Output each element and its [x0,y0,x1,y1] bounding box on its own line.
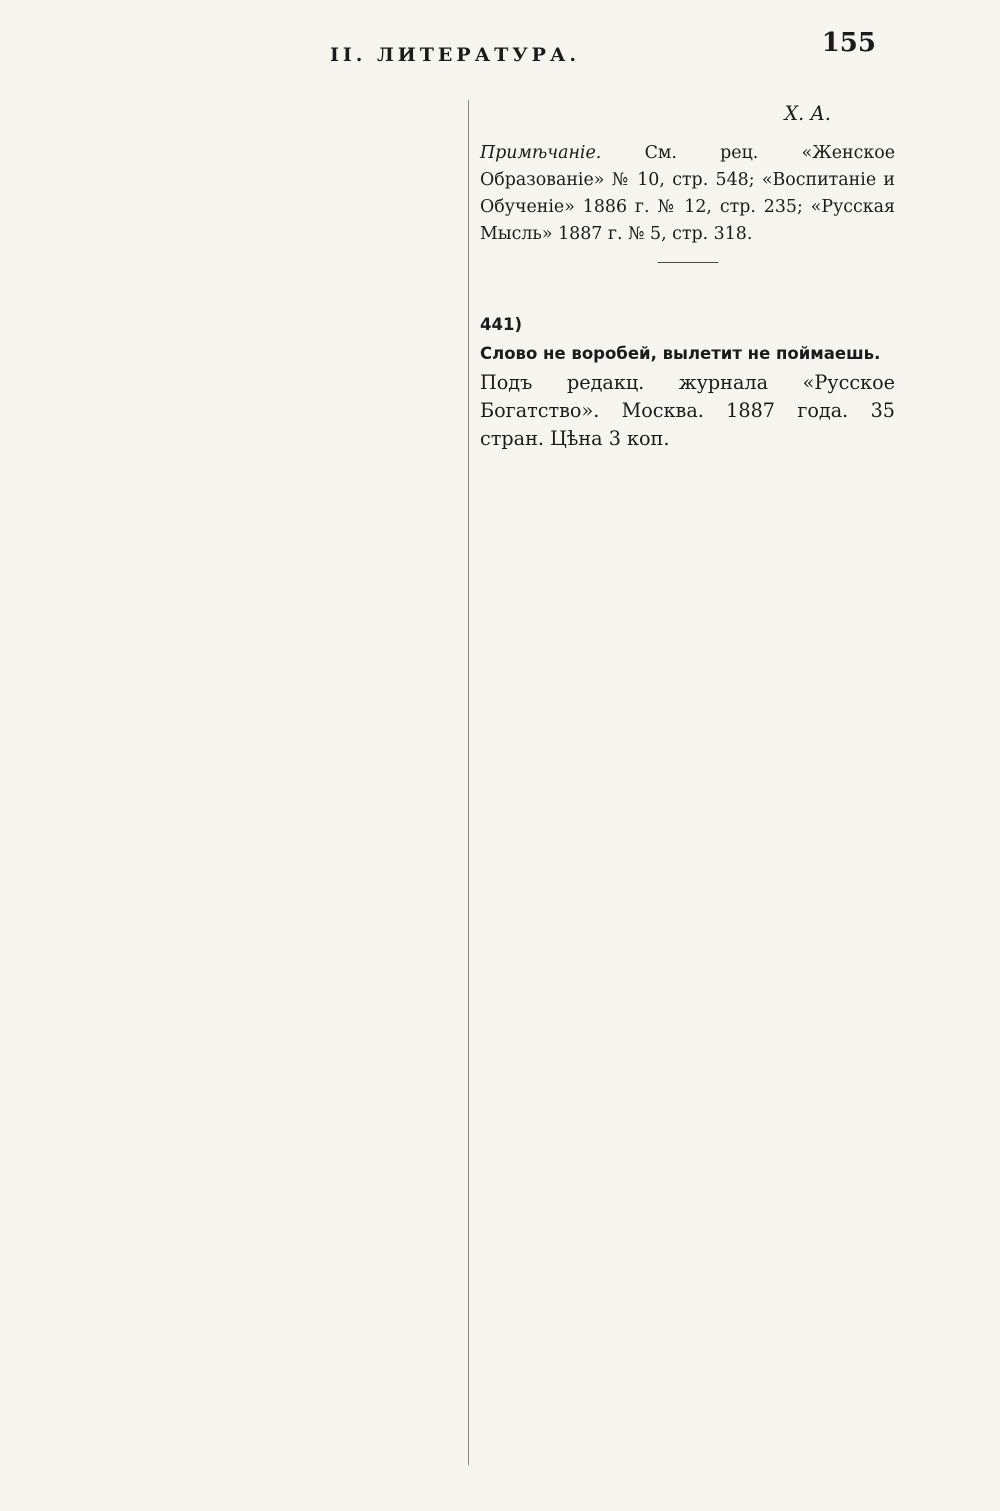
entry-heading [480,281,895,453]
author-signature: Х. А. [784,102,831,125]
entry-imprint: Подъ редакц. журнала «Русское Богатство». Москва. 1887 года. 35 стран. Цѣна 3 коп. [480,370,895,451]
footnote-text: См. рец. «Женское Образованіе» № 10, стр. 548; «Воспитаніе и Обученіе» 1886 г. № 12, стр. 235; «Русская Мысль» 1887 г. № 5, стр. 318. [480,143,895,245]
right-column [480,90,895,464]
column-divider [468,100,469,1465]
footnote [480,140,895,248]
footnote-label: Примѣчаніе. [480,143,602,164]
section-divider [658,262,718,263]
page-number: 155 [821,28,876,58]
entry-number: 441) [480,314,522,334]
running-head: II. ЛИТЕРАТУРА. [329,44,581,66]
left-column [48,96,460,106]
entry-title: Слово не воробей, вылетит не поймаешь. [480,344,881,364]
